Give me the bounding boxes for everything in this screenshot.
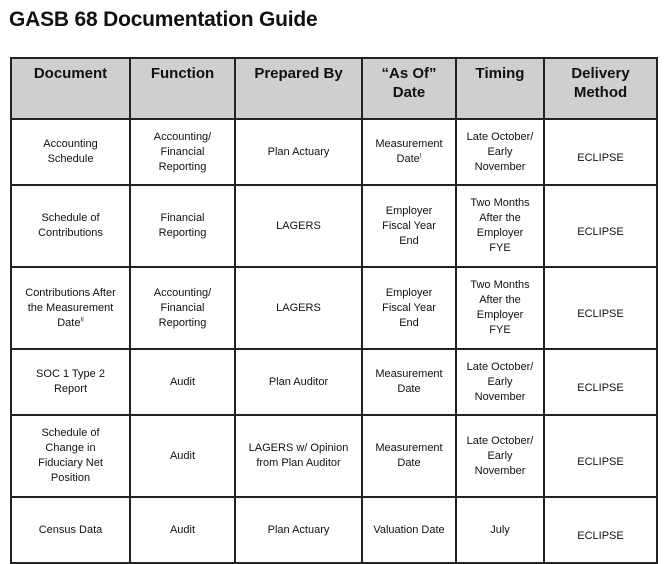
cell-timing: Late October/ Early November [456,415,544,497]
cell-as-of-date: Employer Fiscal Year End [362,185,456,267]
table-row [11,349,657,415]
cell-prepared-by: Plan Auditor [235,349,362,415]
cell-delivery-method: ECLIPSE [544,119,657,185]
header-prepared-by: Prepared By [235,58,362,119]
header-timing: Timing [456,58,544,119]
cell-delivery-method: ECLIPSE [544,349,657,415]
cell-timing: Two Months After the Employer FYE [456,185,544,267]
table-row [11,267,657,349]
documentation-table [10,57,658,564]
cell-document: Contributions After the Measurement Date$^{II}$ [11,267,130,349]
header-delivery-method [544,58,657,119]
cell-document: Census Data [11,497,130,563]
cell-as-of-date: Employer Fiscal Year End [362,267,456,349]
cell-document: Accounting Schedule [11,119,130,185]
cell-timing: Late October/ Early November [456,349,544,415]
cell-prepared-by: LAGERS [235,267,362,349]
table-header-row [11,58,657,119]
cell-function: Financial Reporting [130,185,235,267]
cell-timing: Late October/ Early November [456,119,544,185]
cell-prepared-by: LAGERS w/ Opinion from Plan Auditor [235,415,362,497]
header-delivery-line1: Delivery [571,65,630,82]
cell-as-of-date: Valuation Date [362,497,456,563]
header-as-of-line2: Date [392,84,426,101]
header-function: Function [130,58,235,119]
cell-as-of-date: Measurement Date [362,349,456,415]
page-title: GASB 68 Documentation Guide [9,8,318,31]
cell-document: Schedule of Change in Fiduciary Net Position [11,415,130,497]
cell-delivery-method: ECLIPSE [544,267,657,349]
cell-function: Audit [130,349,235,415]
cell-function: Audit [130,415,235,497]
cell-function: Accounting/ Financial Reporting [130,119,235,185]
table-row [11,415,657,497]
header-as-of-line1: “As Of” [381,65,437,82]
cell-timing: Two Months After the Employer FYE [456,267,544,349]
cell-function: Accounting/ Financial Reporting [130,267,235,349]
cell-document: Schedule of Contributions [11,185,130,267]
footnote-marker: II [80,316,84,323]
cell-prepared-by: Plan Actuary [235,119,362,185]
cell-prepared-by: LAGERS [235,185,362,267]
header-as-of-date [362,58,456,119]
cell-delivery-method: ECLIPSE [544,185,657,267]
cell-document: SOC 1 Type 2 Report [11,349,130,415]
table-row [11,119,657,185]
cell-delivery-method: ECLIPSE [544,497,657,563]
cell-as-of-date: Measurement Date$^I$ [362,119,456,185]
cell-as-of-date: Measurement Date [362,415,456,497]
cell-timing: July [456,497,544,563]
header-delivery-line2: Method [573,84,628,101]
table-row [11,185,657,267]
footnote-marker: I [419,153,422,160]
cell-function: Audit [130,497,235,563]
header-document: Document [11,58,130,119]
cell-prepared-by: Plan Actuary [235,497,362,563]
cell-delivery-method: ECLIPSE [544,415,657,497]
table-row [11,497,657,563]
